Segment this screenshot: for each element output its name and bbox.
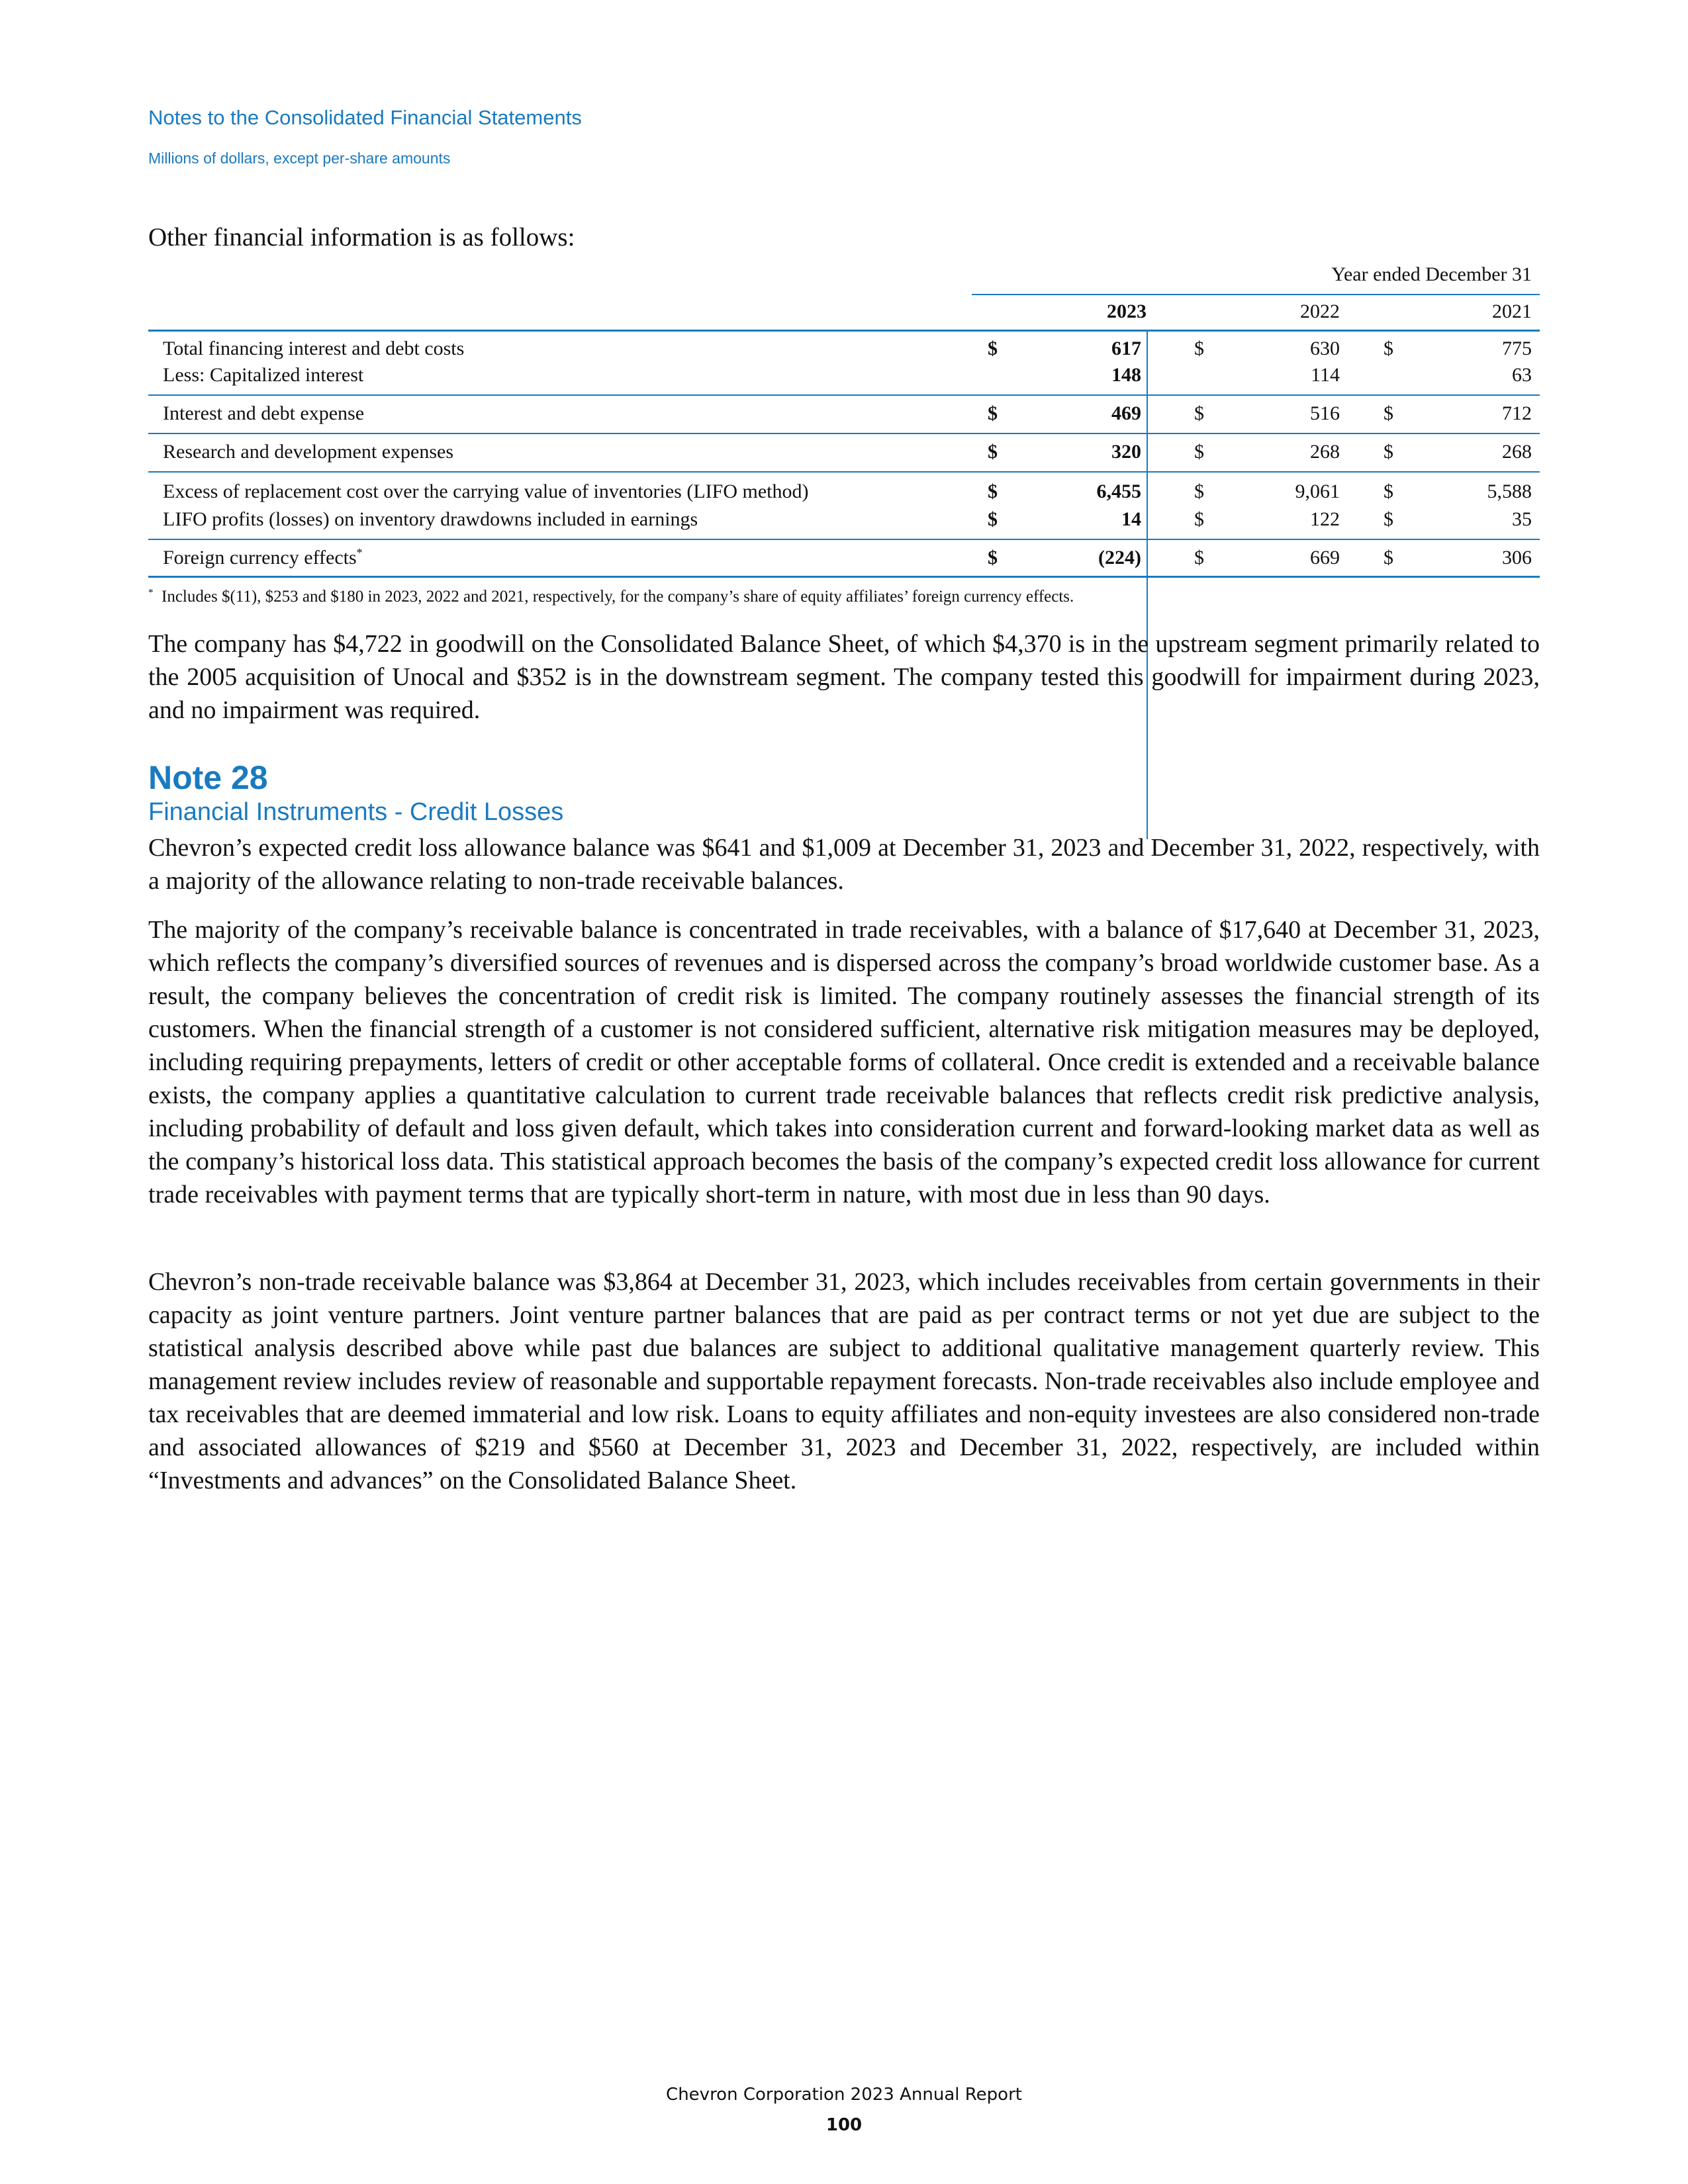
- row-label: Less: Capitalized interest: [163, 364, 364, 386]
- value-2021: 775: [1502, 338, 1532, 359]
- value-2022: 122: [1310, 508, 1340, 530]
- value-2022: 9,061: [1295, 480, 1340, 502]
- currency-symbol: $: [988, 508, 998, 530]
- currency-symbol: $: [1194, 338, 1204, 359]
- currency-symbol: $: [1194, 402, 1204, 424]
- row-label: Research and development expenses: [163, 441, 453, 463]
- column-header-2021: 2021: [1492, 300, 1532, 322]
- goodwill-paragraph: The company has $4,722 in goodwill on the Consolidated Balance Sheet, of which $4,370 is in the upstream segment primarily related to the 2005 acquisition of Unocal and $352 is in the downstream segment. The company tested this goodwill for impairment during 2023, and no impairment was required.: [148, 630, 1540, 724]
- value-2021: 5,588: [1487, 480, 1532, 502]
- currency-symbol: $: [988, 547, 998, 569]
- section-header-title: Notes to the Consolidated Financial Statements: [148, 106, 582, 129]
- footnote-text: Includes $(11), $253 and $180 in 2023, 2022 and 2021, respectively, for the company’s share of equity affiliates’ foreign currency effects.: [162, 588, 1074, 606]
- value-2021: 35: [1512, 508, 1532, 530]
- currency-symbol: $: [988, 480, 998, 502]
- period-header: Year ended December 31: [1331, 263, 1532, 285]
- note-title: Financial Instruments - Credit Losses: [148, 798, 564, 826]
- section-header-subtitle: Millions of dollars, except per-share amounts: [148, 150, 451, 167]
- note-paragraph: Chevron’s non-trade receivable balance was $3,864 at December 31, 2023, which includes receivables from certain governments in their capacity as joint venture partners. Joint venture partner balances that are paid as per contract terms or not yet due are subject to the statistical analysis described above while past due balances are subject to additional qualitative management quarterly review. This management review includes review of reasonable and supportable repayment forecasts. Non-trade receivables also include employee and tax receivables that are deemed immaterial and low risk. Loans to equity affiliates and non-equity investees are also considered non-trade and associated allowances of $219 and $560 at December 31, 2023 and December 31, 2022, respectively, are included within “Investments and advances” on the Consolidated Balance Sheet.: [148, 1268, 1540, 1494]
- table-row: [148, 480, 1540, 507]
- value-2021: 306: [1502, 547, 1532, 569]
- note-number: Note 28: [148, 759, 268, 796]
- value-2022: 630: [1310, 338, 1340, 359]
- table-intro-text: Other financial information is as follows:: [148, 223, 575, 251]
- table-row: [148, 338, 1540, 364]
- table-footnote: [148, 588, 1074, 606]
- value-2021: 63: [1512, 364, 1532, 386]
- row-rule: [148, 433, 1540, 434]
- currency-symbol: $: [1383, 547, 1393, 569]
- currency-symbol: $: [1194, 441, 1204, 463]
- note-paragraph: Chevron’s expected credit loss allowance balance was $641 and $1,009 at December 31, 2023 and December 31, 2022, respectively, with a majority of the allowance relating to non-trade receivable balances.: [148, 834, 1540, 895]
- value-2022: 516: [1310, 402, 1340, 424]
- currency-symbol: $: [988, 338, 998, 359]
- table-row: [148, 547, 1540, 573]
- table-row: [148, 441, 1540, 467]
- value-2022: 669: [1310, 547, 1340, 569]
- footnote-marker: *: [148, 587, 154, 598]
- value-2021: 712: [1502, 402, 1532, 424]
- currency-symbol: $: [1383, 441, 1393, 463]
- table-row: [148, 508, 1540, 535]
- table-bottom-rule: [148, 576, 1540, 578]
- currency-symbol: $: [988, 441, 998, 463]
- currency-symbol: $: [1194, 480, 1204, 502]
- row-label: Interest and debt expense: [163, 402, 365, 424]
- row-label: Excess of replacement cost over the carrying value of inventories (LIFO method): [163, 480, 809, 502]
- value-2023: 320: [1111, 441, 1141, 463]
- currency-symbol: $: [988, 402, 998, 424]
- row-label-text: Foreign currency effects: [163, 547, 357, 569]
- note-paragraph: The majority of the company’s receivable balance is concentrated in trade receivables, with a balance of $17,640 at December 31, 2023, which reflects the company’s diversified sources of revenues and is dispersed across the company’s broad worldwide customer base. As a result, the company believes the concentration of credit risk is limited. The company routinely assesses the financial strength of its customers. When the financial strength of a customer is not considered sufficient, alternative risk mitigation measures may be deployed, including requiring prepayments, letters of credit or other acceptable forms of collateral. Once credit is extended and a receivable balance exists, the company applies a quantitative calculation to current trade receivable balances that reflects credit risk predictive analysis, including probability of default and loss given default, which takes into consideration current and forward-looking market data as well as the company’s historical loss data. This statistical approach becomes the basis of the company’s expected credit loss allowance for current trade receivables with payment terms that are typically short-term in nature, with most due in less than 90 days.: [148, 916, 1540, 1208]
- column-header-2022: 2022: [1300, 300, 1340, 322]
- page-number: 100: [825, 2115, 863, 2135]
- currency-symbol: $: [1383, 402, 1393, 424]
- table-row: [148, 364, 1540, 390]
- currency-symbol: $: [1383, 480, 1393, 502]
- row-label: LIFO profits (losses) on inventory drawdowns included in earnings: [163, 508, 698, 530]
- currency-symbol: $: [1194, 508, 1204, 530]
- value-2022: 268: [1310, 441, 1340, 463]
- row-label: Total financing interest and debt costs: [163, 338, 465, 359]
- row-rule: [148, 471, 1540, 473]
- value-2021: 268: [1502, 441, 1532, 463]
- value-2023: (224): [1098, 547, 1141, 569]
- header-rule: [148, 330, 1540, 332]
- value-2023: 6,455: [1096, 480, 1141, 502]
- footer-report-title: Chevron Corporation 2023 Annual Report: [666, 2085, 1022, 2105]
- column-header-2023: 2023: [1107, 300, 1147, 322]
- footnote-marker: *: [356, 546, 363, 559]
- row-rule: [148, 539, 1540, 540]
- value-2023: 148: [1111, 364, 1141, 386]
- row-label: [163, 547, 363, 569]
- value-2022: 114: [1311, 364, 1340, 386]
- row-rule: [148, 394, 1540, 396]
- currency-symbol: $: [1194, 547, 1204, 569]
- period-header-rule: [972, 294, 1540, 295]
- currency-symbol: $: [1383, 508, 1393, 530]
- value-2023: 14: [1121, 508, 1141, 530]
- currency-symbol: $: [1383, 338, 1393, 359]
- value-2023: 617: [1111, 338, 1141, 359]
- table-row: [148, 402, 1540, 429]
- value-2023: 469: [1111, 402, 1141, 424]
